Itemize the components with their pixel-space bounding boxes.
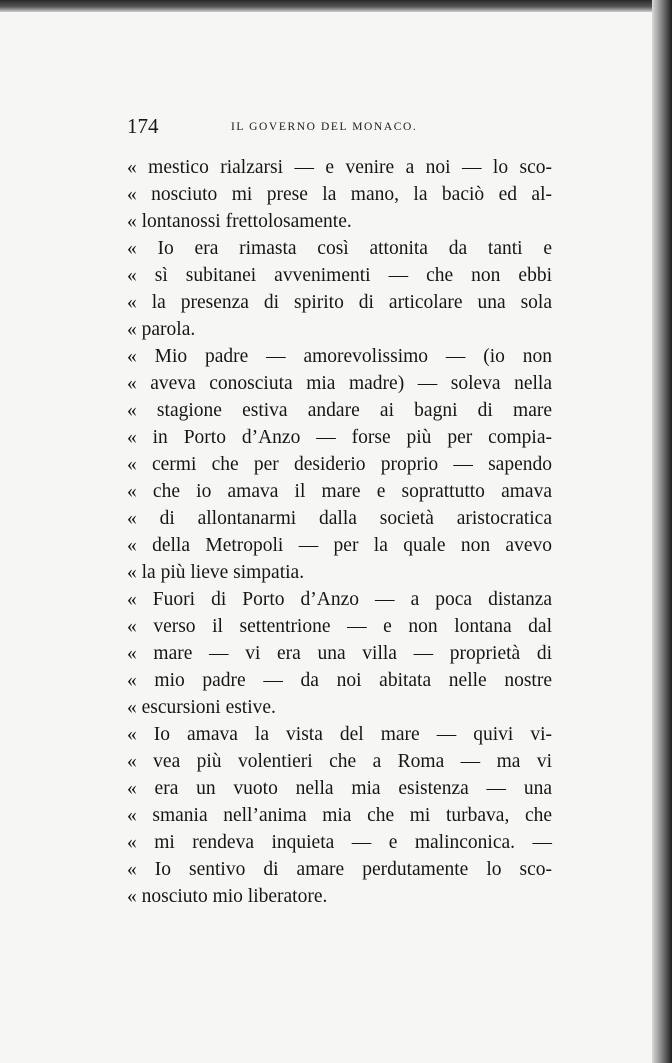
text-line: « della Metropoli — per la quale non avevo [127, 535, 552, 556]
text-line: « aveva conosciuta mia madre) — soleva nella [127, 373, 552, 394]
text-line: « parola. [127, 319, 196, 340]
text-line: « smania nell’anima mia che mi turbava, che [127, 805, 552, 826]
text-line: « verso il settentrione — e non lontana dal [127, 616, 552, 637]
page-header [127, 112, 547, 142]
page-top-edge [0, 0, 672, 12]
text-line: « mio padre — da noi abitata nelle nostre [127, 670, 552, 691]
text-line: « Fuori di Porto d’Anzo — a poca distanza [127, 589, 552, 610]
text-line: « nosciuto mio liberatore. [127, 886, 328, 907]
body-text [127, 154, 552, 910]
text-line: « escursioni estive. [127, 697, 276, 718]
text-line: « stagione estiva andare ai bagni di mare [127, 400, 552, 421]
text-line: « vea più volentieri che a Roma — ma vi [127, 751, 552, 772]
text-line: « cermi che per desiderio proprio — sapendo [127, 454, 552, 475]
text-line: « lontanossi frettolosamente. [127, 211, 352, 232]
text-line: « Io sentivo di amare perdutamente lo sco- [127, 859, 552, 880]
text-line: « mare — vi era una villa — proprietà di [127, 643, 552, 664]
text-line: « di allontanarmi dalla società aristocratica [127, 508, 552, 529]
text-line: « che io amava il mare e soprattutto amava [127, 481, 552, 502]
running-title: IL GOVERNO DEL MONACO. [231, 121, 418, 133]
text-line: « Mio padre — amorevolissimo — (io non [127, 346, 552, 367]
text-line: « Io era rimasta così attonita da tanti e [127, 238, 552, 259]
text-line: « la più lieve simpatia. [127, 562, 305, 583]
page-number: 174 [127, 114, 159, 138]
text-line: « Io amava la vista del mare — quivi vi- [127, 724, 552, 745]
book-spine-edge [652, 0, 672, 1063]
text-line: « era un vuoto nella mia esistenza — una [127, 778, 552, 799]
text-line: « nosciuto mi prese la mano, la baciò ed al- [127, 184, 552, 205]
text-line: « la presenza di spirito di articolare una sola [127, 292, 552, 313]
text-line: « sì subitanei avvenimenti — che non ebbi [127, 265, 552, 286]
text-line: « mestico rialzarsi — e venire a noi — lo sco- [127, 157, 552, 178]
text-line: « in Porto d’Anzo — forse più per compia- [127, 427, 552, 448]
text-line: « mi rendeva inquieta — e malinconica. — [127, 832, 552, 853]
